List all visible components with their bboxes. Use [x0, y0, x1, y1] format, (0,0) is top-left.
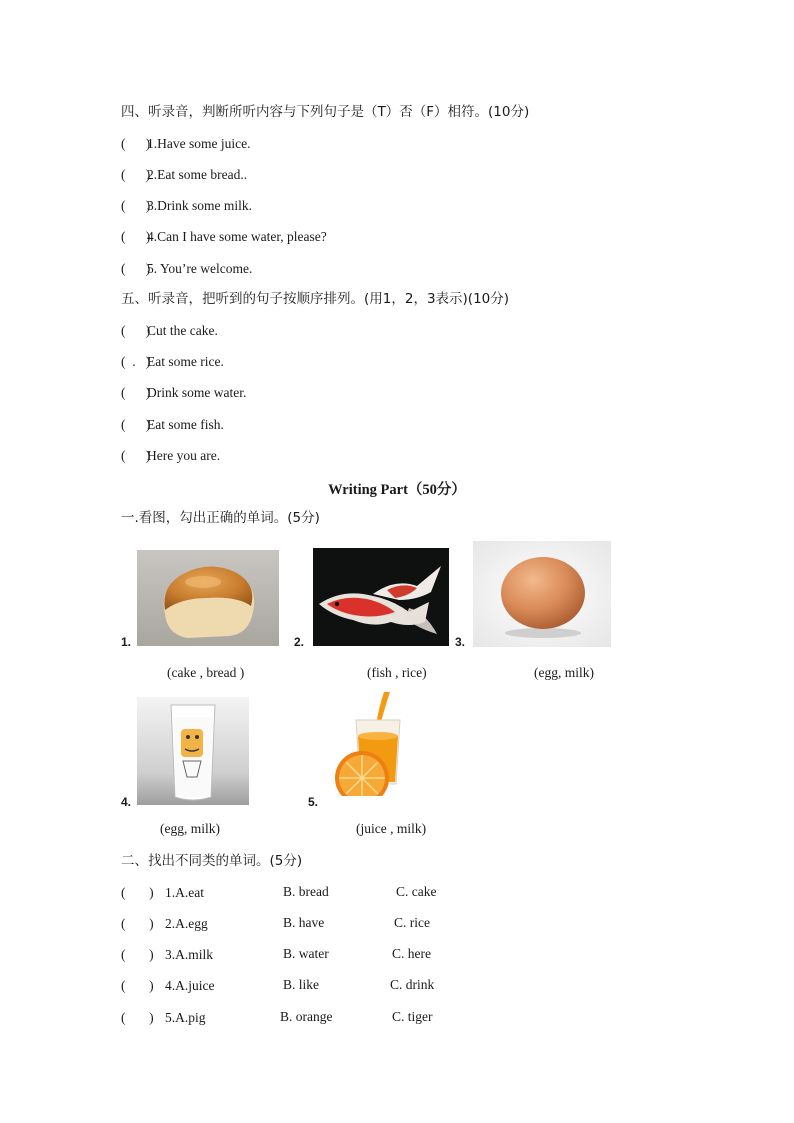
picture-number-1: 1.	[121, 635, 132, 649]
part2-row-4-c: C. drink	[390, 977, 435, 992]
section5-item-1: ( )Cut the cake.	[121, 323, 218, 338]
section4-item-1: ( )1.Have some juice.	[121, 136, 251, 151]
picture-number-5: 5.	[308, 795, 319, 809]
picture-options-3: (egg, milk)	[534, 665, 594, 680]
juice-image	[334, 692, 406, 796]
section4-heading: 四、听录音，判断所听内容与下列句子是（T）否（F）相符。(10分)	[121, 104, 530, 120]
picture-number-4: 4.	[121, 795, 132, 809]
part2-row-4: ( ) 4.A.juice	[121, 978, 215, 993]
section4-item-5: ( )5. You’re welcome.	[121, 261, 253, 276]
part2-row-5-c: C. tiger	[392, 1009, 433, 1024]
fish-image	[313, 548, 449, 646]
part2-row-5: ( ) 5.A.pig	[121, 1010, 206, 1025]
section4-item-4: ( )4.Can I have some water, please?	[121, 229, 327, 244]
section5-item-3: ( )Drink some water.	[121, 385, 247, 400]
part2-row-3-c: C. here	[392, 946, 431, 961]
part2-row-3-b: B. water	[283, 946, 329, 961]
part2-row-1-c: C. cake	[396, 884, 437, 899]
picture-options-2: (fish , rice)	[367, 665, 427, 680]
part2-row-2: ( ) 2.A.egg	[121, 916, 208, 931]
section5-item-2: ( . )Eat some rice.	[121, 354, 224, 369]
picture-options-4: (egg, milk)	[160, 821, 220, 836]
section4-item-2: ( )2.Eat some bread..	[121, 167, 248, 182]
part2-row-4-b: B. like	[283, 977, 319, 992]
picture-number-2: 2.	[294, 635, 305, 649]
part2-row-5-b: B. orange	[280, 1009, 333, 1024]
milk-image	[137, 697, 249, 805]
section4-item-3: ( )3.Drink some milk.	[121, 198, 252, 213]
section5-item-5: ( )Here you are.	[121, 448, 221, 463]
part2-row-2-c: C. rice	[394, 915, 430, 930]
part2-row-1: ( ) 1.A.eat	[121, 885, 204, 900]
picture-options-1: (cake , bread )	[167, 665, 245, 680]
section5-item-4: ( )Eat some fish.	[121, 417, 224, 432]
picture-options-5: (juice , milk)	[356, 821, 427, 836]
picture-number-3: 3.	[455, 635, 466, 649]
bread-image	[137, 550, 279, 646]
writing-part-title: Writing Part（50分）	[328, 482, 466, 498]
part2-row-2-b: B. have	[283, 915, 325, 930]
section5-heading: 五、听录音，把听到的句子按顺序排列。(用1，2，3表示)(10分)	[121, 291, 510, 307]
part2-row-3: ( ) 3.A.milk	[121, 947, 214, 962]
part2-row-1-b: B. bread	[283, 884, 329, 899]
egg-image	[473, 541, 611, 647]
part2-heading: 二、找出不同类的单词。(5分)	[121, 853, 303, 869]
part1-heading: 一.看图，勾出正确的单词。(5分)	[121, 510, 320, 526]
